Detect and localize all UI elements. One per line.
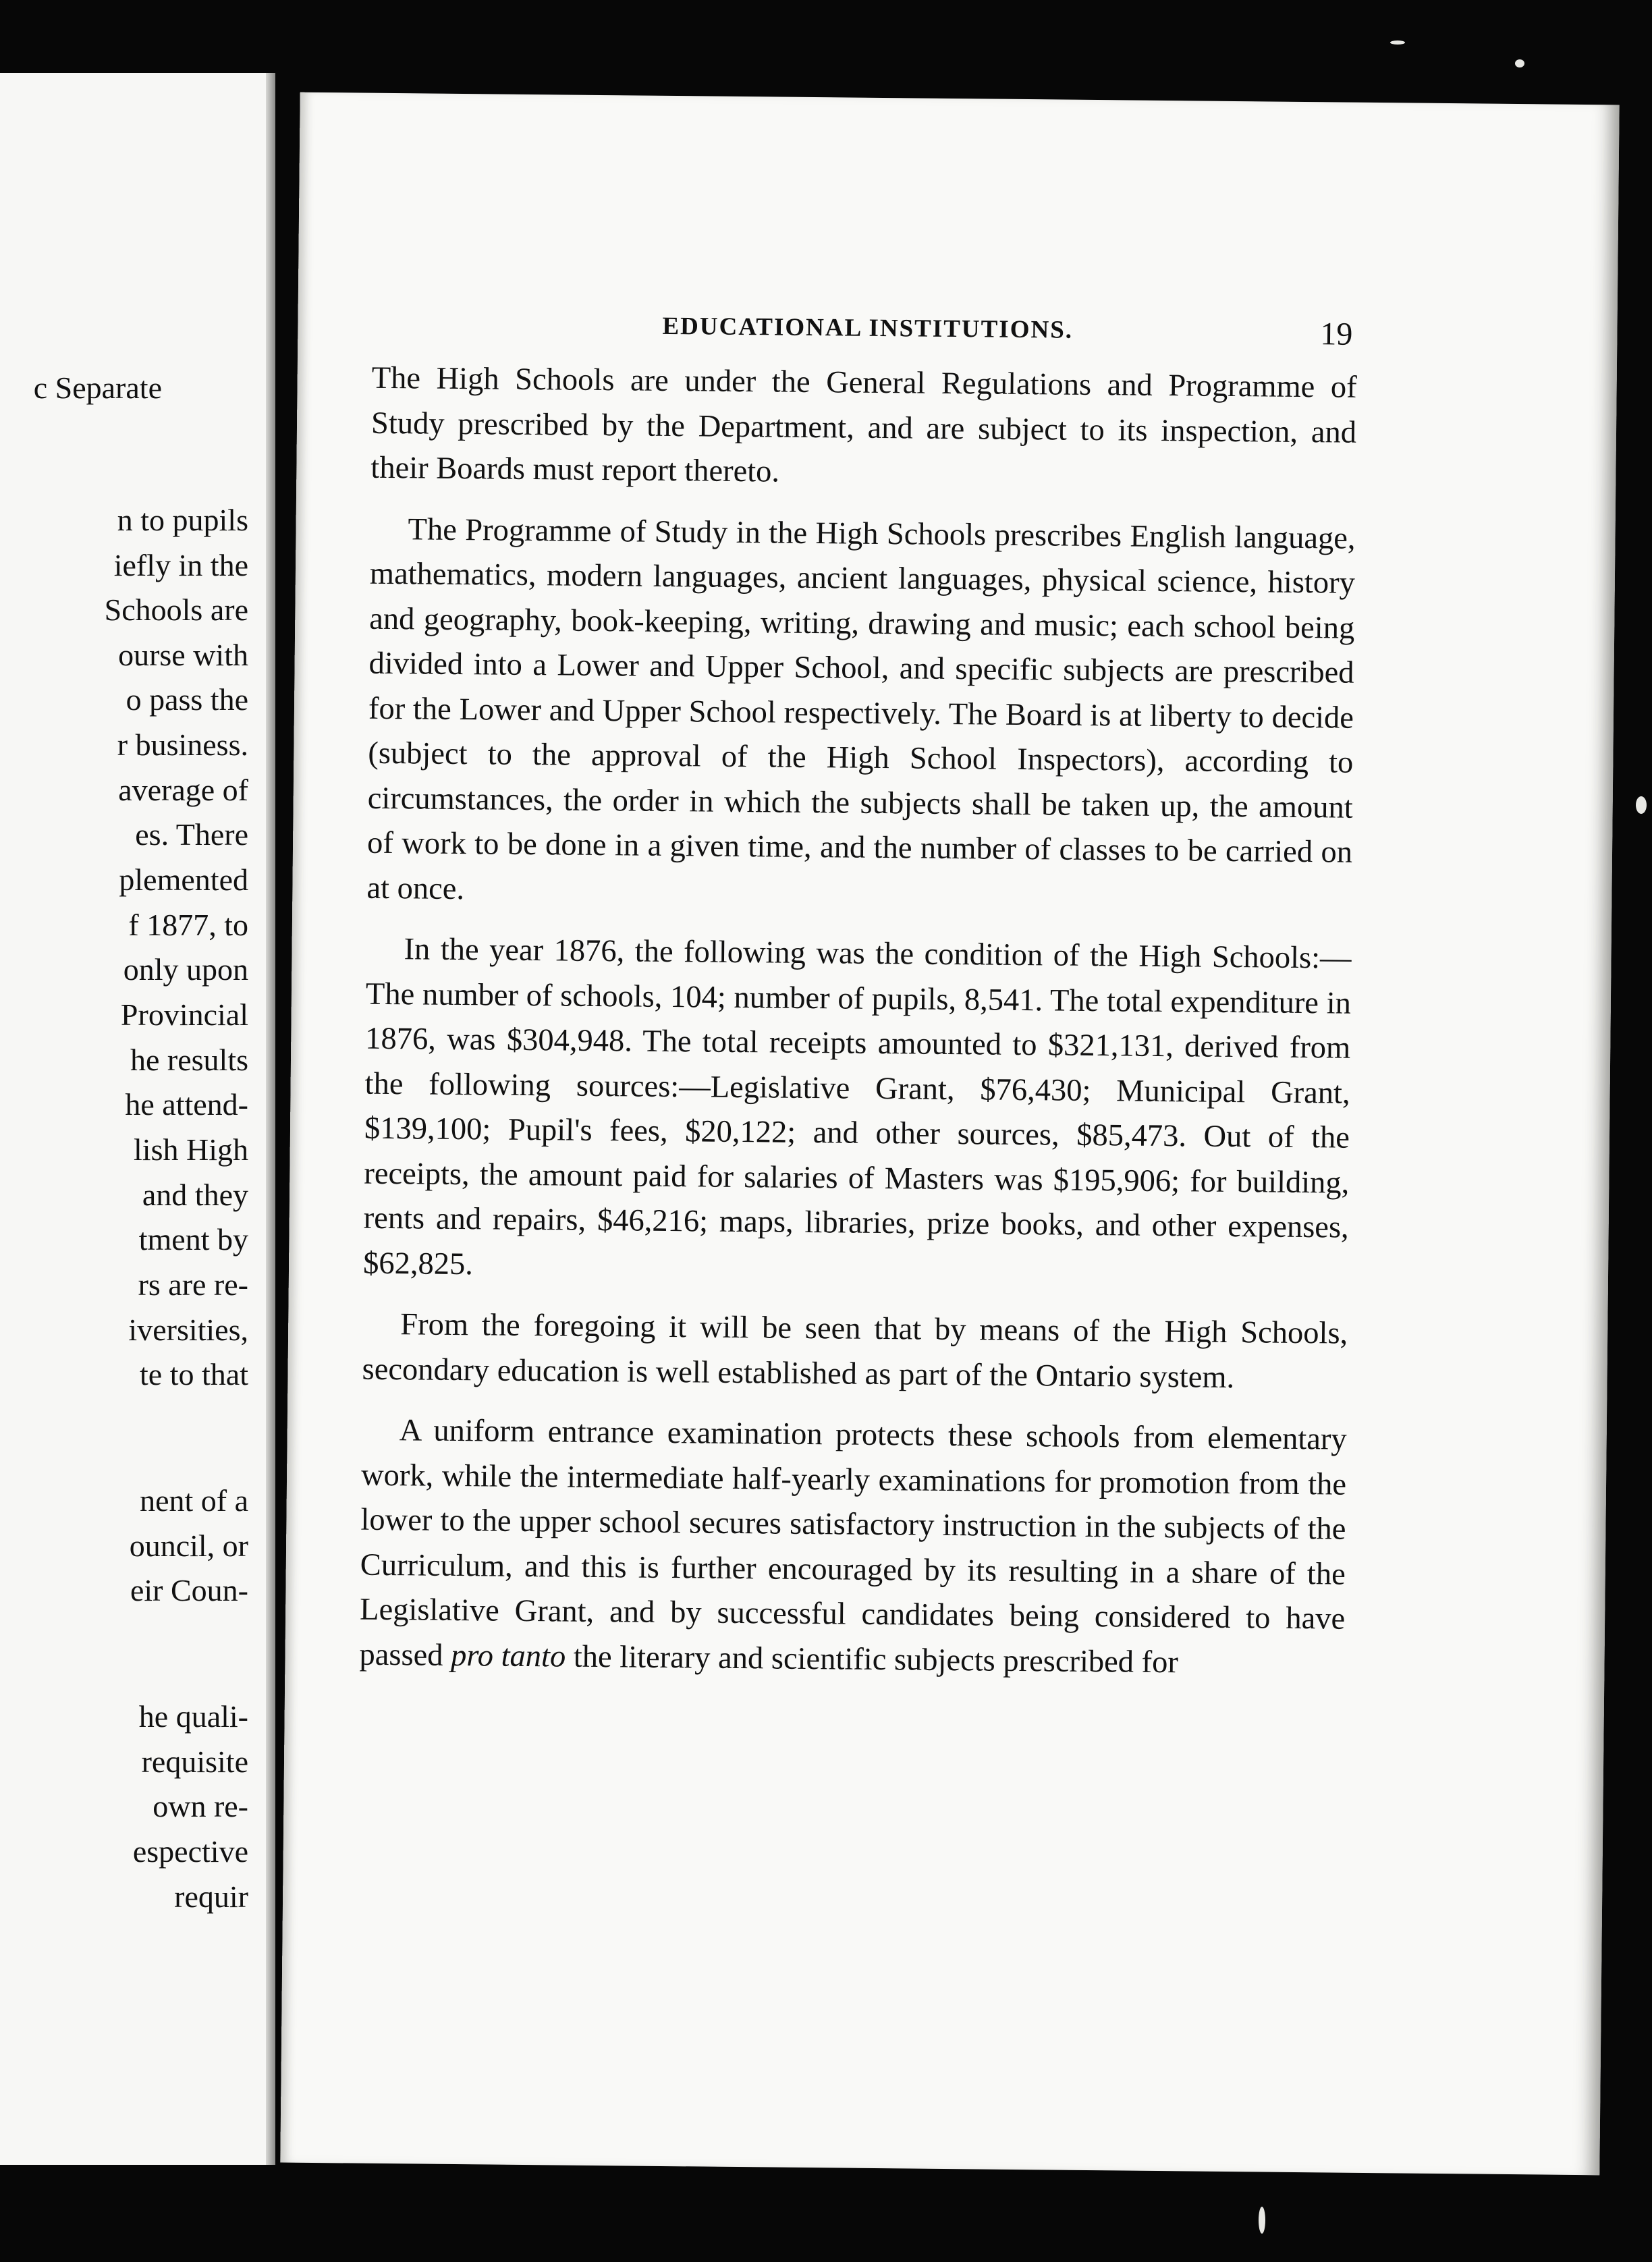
left-page-line: Schools are bbox=[104, 592, 248, 627]
left-page-line: only upon bbox=[123, 952, 248, 987]
body-text bbox=[359, 356, 1357, 1703]
scan-speck bbox=[1390, 40, 1405, 45]
left-page-line: he attend- bbox=[125, 1087, 248, 1122]
scan-speck bbox=[1515, 59, 1524, 67]
left-page-line: tment by bbox=[138, 1222, 248, 1257]
left-page-line: lish High bbox=[134, 1132, 248, 1167]
left-page-line: espective bbox=[132, 1834, 248, 1869]
left-page-line: requir bbox=[174, 1879, 248, 1914]
left-page-line: r business. bbox=[117, 727, 248, 762]
running-head: EDUCATIONAL INSTITUTIONS. bbox=[662, 312, 1074, 344]
left-page-line: and they bbox=[142, 1178, 248, 1212]
left-page-line: te to that bbox=[140, 1357, 248, 1391]
left-page-gutter bbox=[266, 73, 275, 2165]
paragraph-text: the literary and scientific subjects prescribed for bbox=[565, 1639, 1179, 1680]
left-page-line: he results bbox=[130, 1043, 248, 1077]
paragraph: From the foregoing it will be seen that by means of the High Schools, secondary education is well established as part of the Ontario system. bbox=[362, 1307, 1348, 1395]
left-page-line: own re- bbox=[153, 1789, 248, 1823]
paragraph: The Programme of Study in the High Schools prescribes English language, mathematics, modern languages, ancient languages, physical science, history and geography, book-keeping, writing, drawing and music; each school being divided into a Lower and Upper School, and specific subjects are prescribed for the Lower and Upper School respectively. The Board is at liberty to decide (subject to the approval of the High School Inspectors), according to circumstances, the order in which the subjects shall be taken up, the amount of work to be done in a given time, and the number of classes to be carried on at once. bbox=[366, 512, 1356, 906]
left-page-line: average of bbox=[118, 773, 248, 807]
left-page-line: rs are re- bbox=[138, 1267, 248, 1302]
left-page-line: iefly in the bbox=[113, 548, 248, 582]
left-page-line: he quali- bbox=[138, 1699, 248, 1734]
left-page-line: eir Coun- bbox=[130, 1573, 248, 1607]
scan-speck bbox=[1636, 796, 1647, 814]
page-number: 19 bbox=[1320, 316, 1353, 352]
left-page-line: plemented bbox=[119, 862, 248, 897]
scan-speck bbox=[1259, 2207, 1265, 2234]
paragraph: In the year 1876, the following was the condition of the High Schools:—The number of schools, 104; number of pupils, 8,541. The total expenditure in 1876, was $304,948. The total receipts amounted to $321,131, derived from the following sources:—Legislative Grant, $76,430; Municipal Grant, $139,100; Pupil's fees, $20,122; and other sources, $85,473. Out of the receipts, the amount paid for salaries of Masters was $195,906; for building, rents and repairs, $46,216; maps, libraries, prize books, and other expenses, $62,825. bbox=[362, 932, 1352, 1281]
right-page bbox=[280, 92, 1619, 2176]
left-page-fragment bbox=[0, 73, 275, 2165]
left-page-line: ourse with bbox=[118, 638, 248, 672]
left-page-line: n to pupils bbox=[117, 503, 248, 537]
paragraph-text: A uniform entrance examination protects these schools from elementary work, while the intermediate half-yearly examinations for promotion from the lower to the upper school secures satisfactory instruction in the subjects of the Curriculum, and this is further encouraged by its resulting in a share of the Legislative Grant, and by successful candidates being considered to have passed bbox=[359, 1413, 1347, 1673]
left-page-line: requisite bbox=[141, 1744, 248, 1779]
left-page-line: nent of a bbox=[140, 1483, 248, 1518]
left-page-line: ouncil, or bbox=[129, 1528, 248, 1563]
left-page-line: o pass the bbox=[126, 682, 248, 717]
italic-phrase: pro tanto bbox=[450, 1638, 566, 1674]
left-page-heading-fragment: c Separate bbox=[33, 370, 162, 405]
paragraph: The High Schools are under the General Regulations and Programme of Study prescribed by the Department, and are subject to its inspection, and their Boards must report thereto. bbox=[370, 360, 1357, 489]
paragraph-last bbox=[359, 1408, 1347, 1687]
left-page-line: f 1877, to bbox=[128, 908, 248, 942]
left-page-line: Provincial bbox=[120, 997, 248, 1032]
left-page-line: es. There bbox=[135, 817, 248, 852]
left-page-line: iversities, bbox=[128, 1313, 248, 1347]
